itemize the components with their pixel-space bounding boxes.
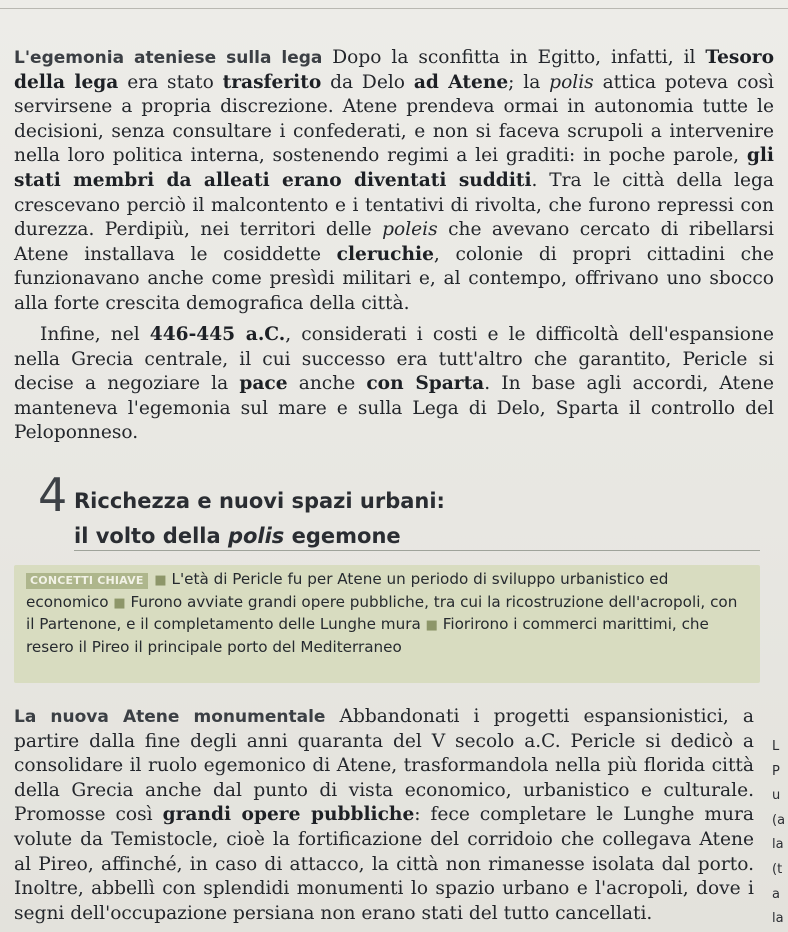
paragraph-hegemony (14, 46, 774, 317)
margin-fragment: u (772, 788, 781, 804)
margin-fragment: la (772, 911, 784, 927)
italic-term: polis (549, 71, 594, 93)
key-concept-1: L'età di Pericle fu per Atene un periodo di sviluppo urbanistico ed economico (26, 570, 669, 611)
section-title-line1: Ricchezza e nuovi spazi urbani: (74, 489, 445, 513)
bold-term: Tesoro della lega (14, 47, 774, 93)
margin-fragments (772, 735, 788, 932)
text: , considerati i costi e le difficoltà dell'espansione nella Grecia centrale, il cui successo era tutt'altro che garantito, Pericle si decise a negoziare la (14, 324, 774, 395)
margin-fragment: la (772, 837, 784, 853)
bold-term: ad Atene (413, 71, 509, 93)
bold-term: pace (239, 373, 288, 395)
text: Abbandonati i progetti espansionistici, a partire dalla fine degli anni quaranta del V secolo a.C. Pericle si dedicò a consolidare il ruolo egemonico di Atene, trasformandola nella più florida città della Grecia anche dal punto di vista economico, urbanistico e culturale. Promosse così (14, 706, 754, 826)
key-concepts-badge: CONCETTI CHIAVE (26, 573, 148, 589)
text: egemone (284, 524, 401, 548)
section-title-line2 (74, 519, 754, 554)
italic-term: poleis (382, 219, 438, 241)
top-rule (0, 8, 788, 9)
bullet-square-icon: ■ (113, 595, 126, 611)
text: da Delo (321, 71, 414, 93)
section-number: 4 (38, 468, 68, 522)
bold-term: 446-445 a.C. (149, 324, 286, 345)
bold-term: con Sparta (366, 373, 485, 395)
text: attica poteva così servirsene a propria discrezione. Atene prendeva ormai in autonomia tutte le decisioni, senza consultare i confederati, e non si faceva scrupoli a intervenire nella loro politica interna, sostenendo regimi a lei graditi: in poche parole, (14, 71, 774, 167)
margin-fragment: (t (772, 861, 783, 877)
section-title (74, 484, 754, 554)
text: , colonie di propri cittadini che funzionavano anche come presìdi militari e, al contempo, offrivano uno sbocco alla forte crescita demografica della città. (14, 243, 775, 314)
text: . In base agli accordi, Atene manteneva l'egemonia sul mare e sulla Lega di Delo, Sparta il controllo del Peloponneso. (14, 373, 774, 444)
bold-term: gli stati membri da alleati erano diventati sudditi (14, 145, 774, 191)
runin-heading-hegemony: L'egemonia ateniese sulla lega (14, 48, 323, 68)
margin-fragment: (a (772, 812, 786, 828)
section-rule (74, 550, 760, 551)
margin-fragment: L (772, 739, 780, 754)
text: . Tra le città della lega crescevano perciò il malcontento e i tentativi di rivolta, che furono repressi con durezza. Perdipiù, nei territori delle (14, 169, 774, 241)
text: Dopo la sconfitta in Egitto, infatti, il (322, 47, 706, 68)
bold-term: grandi opere pubbliche (162, 804, 415, 826)
bold-term: trasferito (222, 71, 322, 93)
key-concept-2: Furono avviate grandi opere pubbliche, tra cui la ricostruzione dell'acropoli, con il Partenone, e il completamento delle Lunghe mura (26, 592, 738, 634)
text: il volto della (74, 524, 228, 548)
text: ; la (508, 71, 550, 93)
bullet-square-icon: ■ (154, 573, 167, 588)
key-concept-3: Fiorirono i commerci marittimi, che resero il Pireo il principale porto del Mediterraneo (26, 615, 709, 657)
text: era stato (118, 71, 223, 93)
paragraph-monumental-athens (14, 705, 754, 926)
runin-heading-monumental: La nuova Atene monumentale (14, 707, 326, 727)
text: che avevano cercato di ribellarsi Atene installava le cosiddette (14, 219, 774, 265)
italic-term: polis (227, 524, 285, 548)
bold-term: cleruchie (336, 243, 434, 265)
text: anche (287, 373, 367, 395)
margin-fragment: P (772, 763, 780, 779)
text: Infine, nel (40, 324, 150, 345)
paragraph-peace-sparta (14, 323, 774, 446)
margin-fragment: a (772, 886, 780, 902)
bullet-square-icon: ■ (425, 618, 438, 634)
text: : fece completare le Lunghe mura volute da Temistocle, cioè la fortificazione del corridoio che collegava Atene al Pireo, affinché, in caso di attacco, la città non rimanesse isolata dal porto. Inoltre, abbellì con splendidi monumenti lo spazio urbano e l'acropoli, dove i segni dell'occupazione persiana non erano stati del tutto cancellati. (14, 804, 754, 924)
key-concepts-text (26, 569, 748, 659)
